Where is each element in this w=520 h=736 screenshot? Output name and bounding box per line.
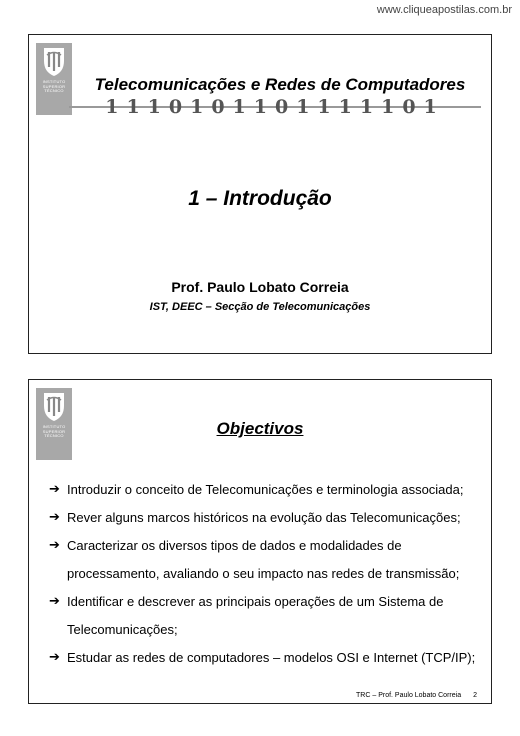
logo-line-3: TÉCNICO [44,88,64,94]
bullet-text: Caracterizar os diversos tipos de dados e modalidades de [67,538,402,553]
author-name: Prof. Paulo Lobato Correia [171,279,349,295]
footer-text: TRC – Prof. Paulo Lobato Correia [356,692,462,699]
bullet-text: Estudar as redes de computadores – modelos OSI e Internet (TCP/IP); [67,650,476,665]
slide-objectives [28,379,492,704]
slide-footer [356,692,477,699]
arrow-right-icon: ➔ [49,650,60,665]
slide-title [28,34,492,354]
ist-logo [36,43,72,115]
author-affiliation: IST, DEEC – Secção de Telecomunicações [149,301,371,313]
ist-shield-icon [43,47,65,77]
logo-line-1: INSTITUTO [42,424,66,429]
bullet-text: Introduzir o conceito de Telecomunicações e terminologia associada; [67,482,464,497]
list-item [49,644,485,672]
list-item [49,476,485,504]
page-number: 2 [473,692,477,699]
objectives-title: Objectivos [216,419,304,438]
logo-line-2: SUPERIOR [42,428,66,434]
bullet-text: Identificar e descrever as principais operações de um Sistema de [67,594,444,609]
ist-shield-icon [43,392,65,422]
objectives-list [49,476,485,672]
logo-line-2: SUPERIOR [42,83,66,89]
binary-banner: 1110101101111101 [105,97,445,117]
list-item [49,588,485,644]
course-title: Telecomunicações e Redes de Computadores [94,75,466,94]
arrow-right-icon: ➔ [49,510,60,525]
arrow-right-icon: ➔ [49,482,60,497]
logo-line-1: INSTITUTO [42,79,66,84]
site-watermark: www.cliqueapostilas.com.br [376,4,512,16]
bullet-text-continued: processamento, avaliando o seu impacto nas redes de transmissão; [67,566,460,581]
bullet-text-continued: Telecomunicações; [67,622,178,637]
arrow-right-icon: ➔ [49,594,60,609]
arrow-right-icon: ➔ [49,538,60,553]
list-item [49,532,485,588]
logo-line-3: TÉCNICO [44,433,64,439]
list-item [49,504,485,532]
bullet-text: Rever alguns marcos históricos na evolução das Telecomunicações; [67,510,461,525]
chapter-title: 1 – Introdução [188,187,332,210]
